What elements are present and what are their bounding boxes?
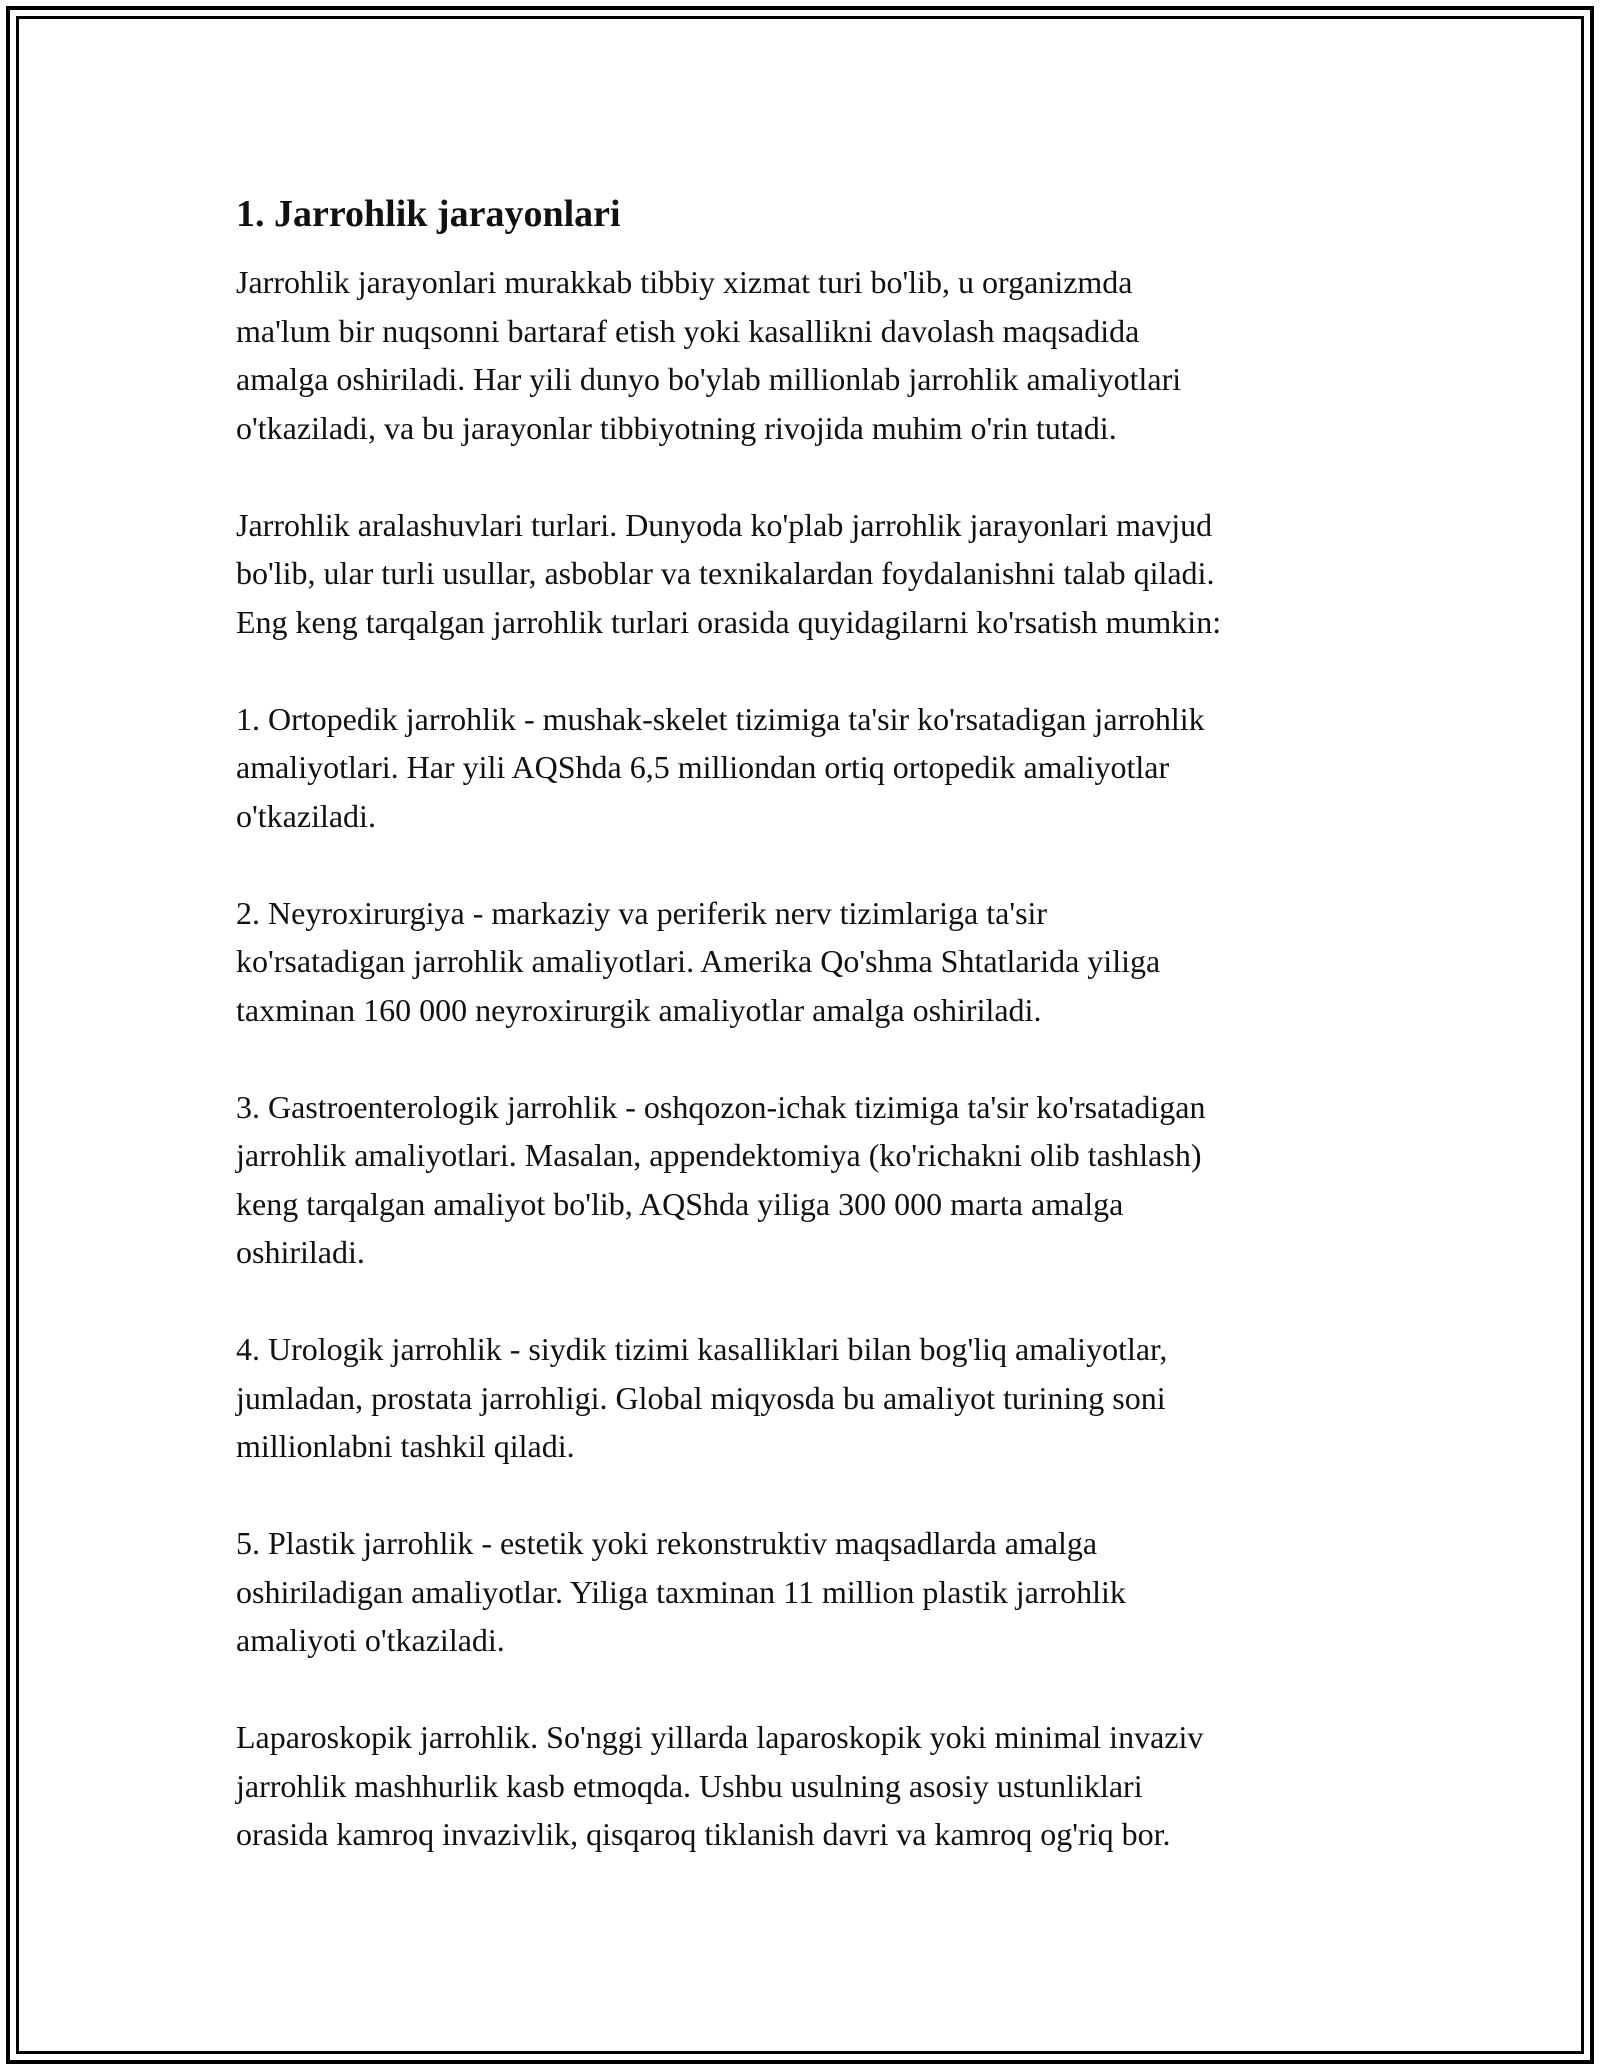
text-line: amaliyoti o'tkaziladi.: [236, 1622, 505, 1658]
text-line: o'tkaziladi, va bu jarayonlar tibbiyotning rivojida muhim o'rin tutadi.: [236, 409, 1117, 446]
text-line: millionlabni tashkil qiladi.: [236, 1428, 575, 1464]
text-line: jumladan, prostata jarrohligi. Global miqyosda bu amaliyot turining soni: [236, 1379, 1166, 1416]
section-heading: 1. Jarrohlik jarayonlari: [236, 193, 621, 235]
text-line: o'tkaziladi.: [236, 797, 376, 834]
text-line: Laparoskopik jarrohlik. So'nggi yillarda laparoskopik yoki minimal invaziv: [236, 1719, 1204, 1755]
paragraph-laparoscopic: [236, 1713, 1386, 1859]
list-item-neurosurgery: [236, 889, 1386, 1035]
text-line: 5. Plastik jarrohlik - estetik yoki rekonstruktiv maqsadlarda amalga: [236, 1525, 1098, 1561]
text-line: Eng keng tarqalgan jarrohlik turlari orasida quyidagilarni ko'rsatish mumkin:: [236, 603, 1222, 640]
text-line: bo'lib, ular turli usullar, asboblar va texnikalardan foydalanishni talab qiladi.: [236, 555, 1215, 591]
text-line: taxminan 160 000 neyroxirurgik amaliyotlar amalga oshiriladi.: [236, 991, 1042, 1028]
text-line: Jarrohlik aralashuvlari turlari. Dunyoda ko'plab jarrohlik jarayonlari mavjud: [236, 506, 1213, 543]
text-line: jarrohlik amaliyotlari. Masalan, appendektomiya (ko'richakni olib tashlash): [236, 1137, 1202, 1173]
text-line: amaliyotlari. Har yili AQShda 6,5 milliondan ortiq ortopedik amaliyotlar: [236, 749, 1170, 785]
text-line: oshiriladigan amaliyotlar. Yiliga taxminan 11 million plastik jarrohlik: [236, 1573, 1126, 1610]
text-line: amalga oshiriladi. Har yili dunyo bo'ylab millionlab jarrohlik amaliyotlari: [236, 361, 1182, 397]
text-line: 4. Urologik jarrohlik - siydik tizimi kasalliklari bilan bog'liq amaliyotlar,: [236, 1331, 1168, 1367]
paragraph-types-intro: [236, 501, 1386, 647]
text-line: oshiriladi.: [236, 1234, 365, 1270]
text-line: keng tarqalgan amaliyot bo'lib, AQShda yiliga 300 000 marta amalga: [236, 1185, 1124, 1222]
text-line: jarrohlik mashhurlik kasb etmoqda. Ushbu usulning asosiy ustunliklari: [236, 1767, 1143, 1804]
document-body: [236, 188, 1386, 1907]
text-line: Jarrohlik jarayonlari murakkab tibbiy xizmat turi bo'lib, u organizmda: [236, 264, 1133, 300]
text-line: 2. Neyroxirurgiya - markaziy va periferik nerv tizimlariga ta'sir: [236, 894, 1048, 931]
list-item-orthopedic: [236, 695, 1386, 841]
paragraph-intro: [236, 258, 1386, 452]
list-item-gastro: [236, 1083, 1386, 1277]
list-item-plastic: [236, 1519, 1386, 1665]
text-line: 3. Gastroenterologik jarrohlik - oshqozon-ichak tizimiga ta'sir ko'rsatadigan: [236, 1088, 1206, 1125]
list-item-urology: [236, 1325, 1386, 1471]
text-line: ma'lum bir nuqsonni bartaraf etish yoki kasallikni davolash maqsadida: [236, 312, 1140, 349]
text-line: 1. Ortopedik jarrohlik - mushak-skelet tizimiga ta'sir ko'rsatadigan jarrohlik: [236, 700, 1205, 737]
text-line: ko'rsatadigan jarrohlik amaliyotlari. Amerika Qo'shma Shtatlarida yiliga: [236, 943, 1161, 979]
text-line: orasida kamroq invazivlik, qisqaroq tiklanish davri va kamroq og'riq bor.: [236, 1816, 1171, 1852]
